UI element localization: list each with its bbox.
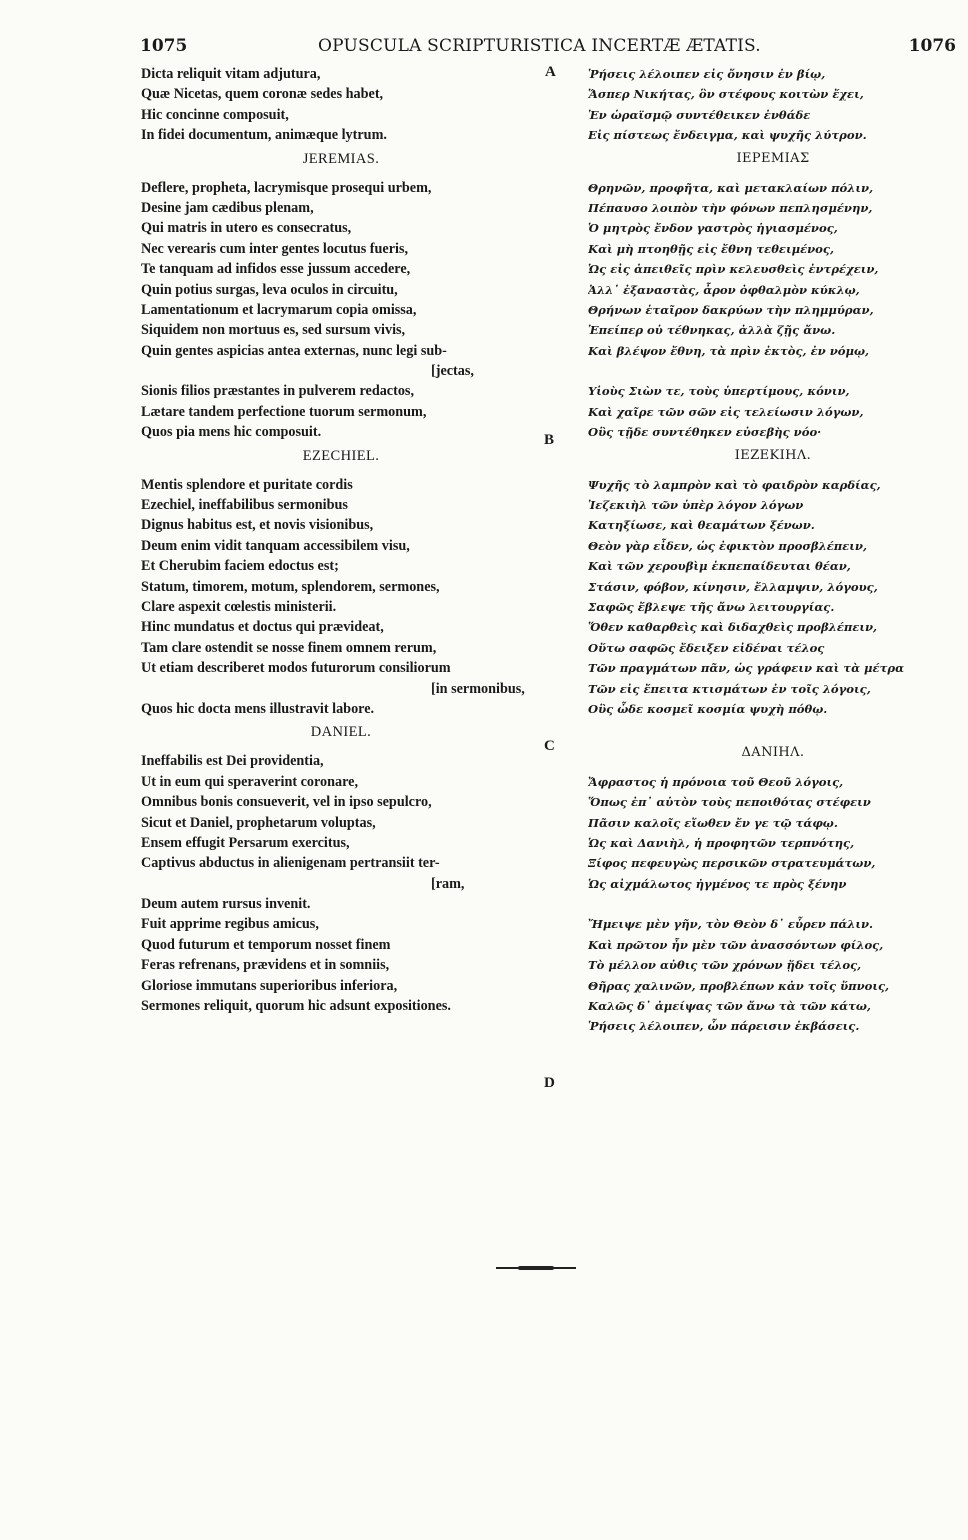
running-title: OPUSCULA SCRIPTURISTICA INCERTÆ ÆTATIS. [318,36,761,56]
text-line: Τῶν εἰς ἔπειτα κτισμάτων ἐν τοῖς λόγοις, [588,681,871,696]
text-line: Captivus abductus in alienigenam pertransiit ter- [141,855,440,872]
text-line: Hinc mundatus et doctus qui prævideat, [141,619,384,636]
text-line: Ἄφραστος ἡ πρόνοια τοῦ Θεοῦ λόγοις, [588,774,844,789]
text-line: Quin gentes aspicias antea externas, nunc legi sub- [141,342,447,359]
text-line: Ξίφος πεφευγὼς περσικῶν στρατευμάτων, [588,856,876,871]
text-line: Siquidem non mortuus es, sed sursum vivis, [141,322,406,339]
text-line: Desine jam cædibus plenam, [141,199,314,216]
text-line: Ὡς εἰς ἀπειθεῖς πρὶν κελευσθεὶς ἐντρέχειν, [588,262,879,277]
text-line: Ὅθεν καθαρθεὶς καὶ διδαχθεὶς προβλέπειν, [588,620,878,635]
text-line: Ψυχῆς τὸ λαμπρὸν καὶ τὸ φαιδρὸν καρδίας, [588,477,881,492]
section-heading-ieremias: ΙΕΡΕΜΙΑΣ [736,150,810,166]
text-line: Qui matris in utero es consecratus, [141,220,352,237]
section-heading-daniil: ΔΑΝΙΗΛ. [741,744,805,760]
text-line: Deum autem rursus invenit. [141,896,311,913]
text-line: Deflere, propheta, lacrymisque prosequi urbem, [141,179,432,196]
section-heading-iezekiel: ΙΕΖΕΚΙΗΛ. [734,447,812,463]
text-line: Καὶ χαῖρε τῶν σῶν εἰς τελείωσιν λόγων, [588,404,864,419]
text-line: Πᾶσιν καλοῖς εἴωθεν ἔν γε τῷ τάφῳ. [588,815,838,830]
text-line: Quod futurum et temporum nosset finem [141,936,391,953]
text-line: Θρηνῶν, προφῆτα, καὶ μετακλαίων πόλιν, [588,180,874,195]
text-line: Hic concinne composuit, [141,106,289,123]
text-line: Θῆρας χαλινῶν, προβλέπων κἀν τοῖς ὕπνοις, [588,978,890,993]
text-line: Clare aspexit cœlestis ministerii. [141,598,337,615]
greek-ezechiel-verses [588,475,958,740]
text-line: Καὶ πρῶτον ἦν μὲν τῶν ἀνασσόντων φίλος, [588,937,884,952]
text-line: Ἐπείπερ οὐ τέθνηκας, ἀλλὰ ζῇς ἄνω. [588,323,836,338]
text-line: Ἅσπερ Νικήτας, ὃν στέφους κοιτὼν ἔχει, [588,87,864,102]
text-line: Σαφῶς ἔβλεψε τῆς ἄνω λειτουργίας. [588,599,835,614]
text-line-spacer [588,894,958,914]
text-line: Οὓς τῇδε συντέθηκεν εὐσεβὴς νόο· [588,425,822,440]
text-line: Υἱοὺς Σιὼν τε, τοὺς ὑπερτίμους, κόνιν, [588,384,850,399]
margin-marker-a: A [545,64,556,80]
text-line: Quos hic docta mens illustravit labore. [141,700,375,717]
latin-ezechiel-verses [141,475,541,720]
text-line: Ὡς αἰχμάλωτος ἠγμένος τε πρὸς ξένην [588,876,847,891]
text-line: Ῥήσεις λέλοιπεν, ὧν πάρεισιν ἐκβάσεις. [588,1019,860,1034]
text-line: Nec verearis cum inter gentes locutus fueris, [141,240,409,257]
text-line: Gloriose immutans superioribus inferiora, [141,977,398,994]
text-line: Ὅπως ἐπ᾽ αὐτὸν τοὺς πεποιθότας στέφειν [588,795,871,810]
text-line: Ἐν ὡραϊσμῷ συντέθεικεν ἐνθάδε [588,107,811,122]
text-line-spacer [588,361,958,381]
text-line: Καὶ βλέψον ἔθνη, τὰ πρὶν ἐκτὸς, ἐν νόμῳ, [588,343,870,358]
text-line: Quæ Nicetas, quem coronæ sedes habet, [141,86,384,103]
text-line: Πέπαυσο λοιπὸν τὴν φόνων πεπλησμένην, [588,200,873,215]
text-line: Feras refrenans, prævidens et in somniis, [141,957,390,974]
page-number-right: 1076 [908,36,956,56]
text-line: Εἰς πίστεως ἔνδειγμα, καὶ ψυχῆς λύτρον. [588,128,867,143]
text-line: Ἤμειψε μὲν γῆν, τὸν Θεὸν δ᾽ εὗρεν πάλιν. [588,917,874,932]
text-line: Τὸ μέλλον αὐθις τῶν χρόνων ᾔδει τέλος, [588,958,862,973]
text-line: Κατηξίωσε, καὶ θεαμάτων ξένων. [588,518,815,533]
text-line: Deum enim vidit tanquam accessibilem visu, [141,537,410,554]
text-line: Lamentationum et lacrymarum copia omissa, [141,301,417,318]
text-line: Θεὸν γὰρ εἶδεν, ὡς ἐφικτὸν προσβλέπειν, [588,538,868,553]
text-line: Ἰεζεκιὴλ τῶν ὑπὲρ λόγον λόγων [588,498,804,513]
text-line: Θρήνων ἑταῖρον δακρύων τὴν πλημμύραν, [588,302,874,317]
text-line: Sicut et Daniel, prophetarum voluptas, [141,814,376,831]
section-heading-ezechiel: EZECHIEL. [302,447,380,464]
text-line-continuation: [jectas, [431,363,474,380]
text-line: Οὕτω σαφῶς ἔδειξεν εἰδέναι τέλος [588,640,825,655]
margin-marker-c: C [544,738,555,754]
page-number-left: 1075 [140,36,188,56]
text-line: Ἀλλ᾽ ἐξαναστὰς, ἆρον ὀφθαλμὸν κύκλῳ, [588,282,860,297]
text-line: Ineffabilis est Dei providentia, [141,753,324,770]
text-line: Καὶ τῶν χερουβὶμ ἐκπεπαίδευται θέαν, [588,559,851,574]
text-line: Οὓς ὧδε κοσμεῖ κοσμία ψυχὴ πόθῳ. [588,701,828,716]
latin-intro [141,64,541,146]
text-line: Ὁ μητρὸς ἔνδον γαστρὸς ἡγιασμένος, [588,221,838,236]
text-line: Καὶ μὴ πτοηθῇς εἰς ἔθνη τεθειμένος, [588,241,834,256]
end-ornament-rule [496,1266,576,1270]
text-line: Ῥήσεις λέλοιπεν εἰς ὄνησιν ἐν βίῳ, [588,67,826,81]
greek-intro [588,64,958,146]
text-line: Tam clare ostendit se nosse finem omnem rerum, [141,639,437,656]
section-heading-jeremias: JEREMIAS. [302,150,380,167]
latin-jeremias-verses [141,178,541,443]
running-header [0,36,968,60]
section-heading-daniel: DANIEL. [310,724,372,741]
text-line: Ut etiam describeret modos futurorum consiliorum [141,660,451,677]
text-line: Statum, timorem, motum, splendorem, sermones, [141,578,440,595]
text-line-spacer [588,719,958,739]
text-line: Sionis filios præstantes in pulverem redactos, [141,383,414,400]
text-line: Ezechiel, ineffabilibus sermonibus [141,497,348,514]
text-line: Quos pia mens hic composuit. [141,424,322,441]
text-line: Omnibus bonis consueverit, vel in ipso sepulcro, [141,794,432,811]
margin-marker-b: B [544,432,555,448]
text-line-continuation: [ram, [431,875,465,892]
text-line: Καλῶς δ᾽ ἀμείψας τῶν ἄνω τὰ τῶν κάτω, [588,999,871,1014]
text-line: Ensem effugit Persarum exercitus, [141,834,350,851]
margin-marker-d: D [544,1075,555,1091]
text-line: Lætare tandem perfectione tuorum sermonum, [141,403,427,420]
greek-daniel-verses [588,772,958,1037]
text-line: Mentis splendore et puritate cordis [141,476,353,493]
text-line: Quin potius surgas, leva oculos in circuitu, [141,281,398,298]
latin-column [141,64,541,1016]
text-line: Dignus habitus est, et novis visionibus, [141,517,374,534]
greek-jeremias-verses [588,178,958,443]
text-line: In fidei documentum, animæque lytrum. [141,127,387,144]
latin-daniel-verses [141,751,541,1016]
greek-column [588,64,958,1037]
text-line-continuation: [in sermonibus, [431,680,525,697]
text-line: Fuit apprime regibus amicus, [141,916,319,933]
text-line: Dicta reliquit vitam adjutura, [141,66,321,82]
text-line: Ut in eum qui speraverint coronare, [141,773,359,790]
text-line: Ὡς καὶ Δανιὴλ, ἡ προφητῶν τερπνότης, [588,835,855,850]
text-line: Τῶν πραγμάτων πᾶν, ὡς γράφειν καὶ τὰ μέτρα [588,661,905,676]
text-line: Et Cherubim faciem edoctus est; [141,558,339,575]
text-line: Στάσιν, φόβον, κίνησιν, ἔλλαμψιν, λόγους, [588,579,878,594]
text-line: Sermones reliquit, quorum hic adsunt expositiones. [141,998,451,1015]
text-line: Te tanquam ad infidos esse jussum accedere, [141,261,411,278]
